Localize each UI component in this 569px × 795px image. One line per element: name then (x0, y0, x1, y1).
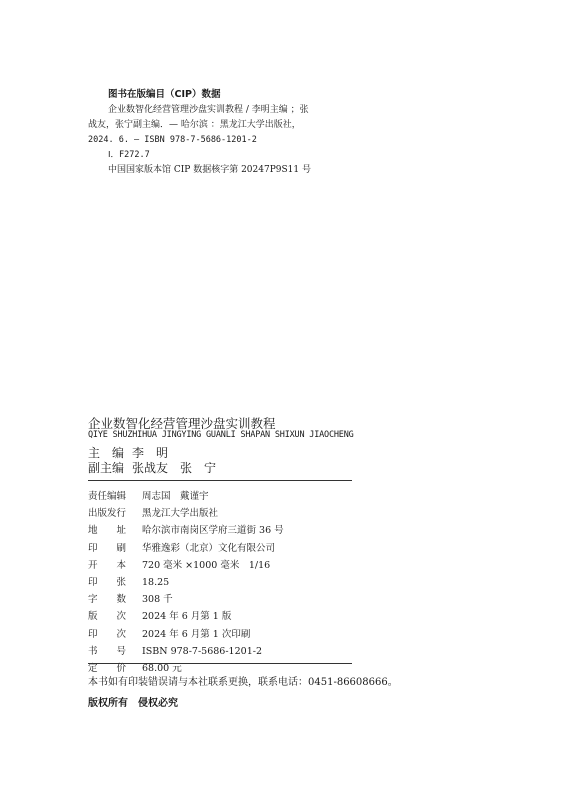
info-label: 版 次 (88, 611, 127, 623)
book-title: 企业数智化经营管理沙盘实训教程 (88, 416, 276, 431)
vice-editor-label: 副主编 (88, 461, 125, 475)
info-value: 2024 年 6 月第 1 次印刷 (142, 628, 251, 640)
info-row (88, 591, 284, 608)
info-row (88, 522, 284, 539)
cip-line: 企业数智化经营管理沙盘实训教程 / 李明主编 ；张 (108, 105, 309, 115)
cip-classification: Ⅰ．F272.7 (108, 150, 150, 160)
divider (88, 480, 352, 481)
info-label: 责任编辑 (88, 491, 127, 502)
cip-line: 战友，张宁副主编．— 哈尔滨 ：黑龙江大学出版社， (88, 120, 301, 130)
info-label: 书 号 (88, 645, 127, 657)
info-value: 308 千 (142, 594, 173, 606)
info-label: 开 本 (88, 559, 127, 571)
vice-editor (88, 459, 216, 476)
info-label: 印 刷 (88, 542, 127, 554)
info-label: 字 数 (88, 594, 127, 606)
info-value: 周志国 戴谨宇 (142, 491, 209, 502)
chief-editor-label: 主 编 (88, 446, 125, 460)
info-value: ISBN 978-7-5686-1201-2 (142, 645, 262, 657)
info-value: 720 毫米 ×1000 毫米 1/16 (142, 559, 271, 571)
info-row (88, 540, 284, 557)
vice-editor-names: 张战友 张 宁 (132, 461, 217, 475)
info-value: 18.25 (142, 576, 170, 588)
info-label: 印 张 (88, 576, 127, 588)
info-row (88, 626, 284, 643)
info-value: 哈尔滨市南岗区学府三道街 36 号 (142, 525, 284, 537)
info-value: 黑龙江大学出版社 (142, 508, 219, 520)
replacement-notice: 本书如有印装错误请与本社联系更换，联系电话：0451-86608666。 (88, 677, 398, 688)
cip-record-number: 中国国家版本馆 CIP 数据核字第 20247P9S11 号 (108, 165, 311, 175)
info-label: 定 价 (88, 662, 127, 674)
cip-heading: 图书在版编目（CIP）数据 (108, 89, 221, 100)
info-row (88, 488, 284, 505)
info-value: 华雅逸彩（北京）文化有限公司 (142, 542, 276, 554)
publication-info (88, 488, 284, 677)
info-label: 出版发行 (88, 508, 127, 520)
info-label: 印 次 (88, 628, 127, 640)
info-row (88, 608, 284, 625)
info-value: 2024 年 6 月第 1 版 (142, 611, 232, 623)
info-value: 68.00 元 (142, 662, 182, 674)
info-row (88, 557, 284, 574)
info-label: 地 址 (88, 525, 127, 537)
chief-editor-name: 李 明 (132, 446, 169, 460)
info-row (88, 574, 284, 591)
info-row (88, 505, 284, 522)
info-row (88, 643, 284, 660)
copyright-notice: 版权所有 侵权必究 (88, 698, 178, 709)
cip-line: 2024. 6. — ISBN 978-7-5686-1201-2 (88, 135, 257, 145)
book-pinyin-title: QIYE SHUZHIHUA JINGYING GUANLI SHAPAN SHIXUN JIAOCHENG (88, 430, 354, 440)
divider (88, 663, 352, 664)
